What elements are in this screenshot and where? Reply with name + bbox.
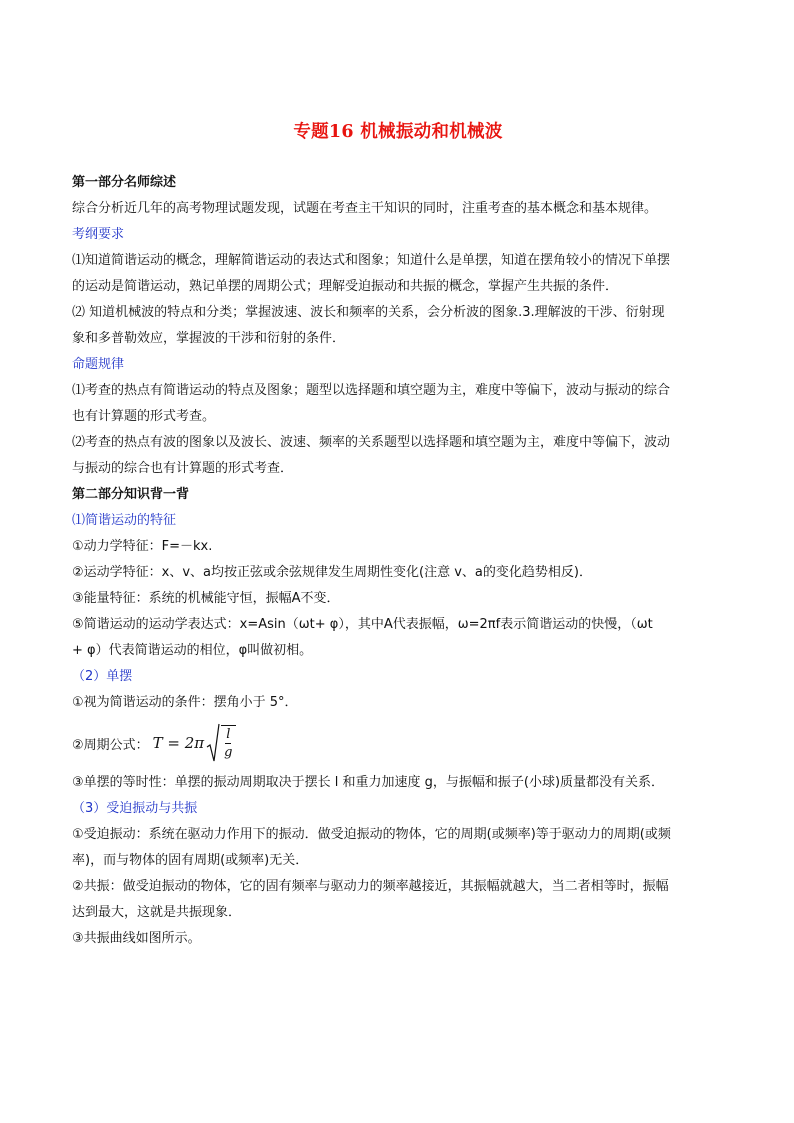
subsection-heading: 命题规律	[72, 357, 125, 372]
section-heading: 第一部分名师综述	[72, 175, 177, 190]
text-line: ①受迫振动：系统在驱动力作用下的振动．做受迫振动的物体，它的周期(或频率)等于驱动力的周期(或频	[72, 827, 671, 842]
subsection-heading: 考纲要求	[72, 227, 125, 242]
text-line: ③单摆的等时性：单摆的振动周期取决于摆长 l 和重力加速度 g，与振幅和振子(小球)质量都没有关系．	[72, 775, 665, 790]
text-line: ②运动学特征：x、v、a均按正弦或余弦规律发生周期性变化(注意 v、a的变化趋势相反)．	[72, 565, 592, 580]
document-title: 专题16 机械振动和机械波	[293, 122, 503, 142]
radical-sign-icon	[206, 723, 220, 763]
formula-fraction	[221, 725, 235, 761]
text-line: ③共振曲线如图所示。	[72, 931, 201, 946]
subsection-heading: （2）单摆	[72, 669, 133, 684]
text-line: ①视为简谐运动的条件：摆角小于 5°．	[72, 695, 298, 710]
text-line: ②共振：做受迫振动的物体，它的固有频率与驱动力的频率越接近，其振幅就越大，当二者相等时，振幅	[72, 879, 669, 894]
text-line: 率)，而与物体的固有周期(或频率)无关．	[72, 853, 309, 868]
subsection-heading: （3）受迫振动与共振	[72, 801, 198, 816]
text-block-intro	[72, 170, 724, 716]
text-line: 也有计算题的形式考查。	[72, 409, 216, 424]
text-line: ⑵考查的热点有波的图象以及波长、波速、频率的关系题型以选择题和填空题为主，难度中等偏下，波动	[72, 435, 671, 450]
text-line: ①动力学特征：F=－kx.	[72, 539, 213, 554]
text-line: + φ）代表简谐运动的相位，φ叫做初相。	[72, 643, 313, 658]
text-line: 的运动是简谐运动，熟记单摆的周期公式；理解受迫振动和共振的概念，掌握产生共振的条件．	[72, 279, 619, 294]
sqrt-symbol	[206, 723, 235, 763]
text-line: ③能量特征：系统的机械能守恒，振幅A不变．	[72, 591, 340, 606]
formula-math	[153, 723, 236, 763]
formula-denominator: g	[224, 745, 233, 760]
document-page	[72, 120, 724, 952]
subsection-heading: ⑴简谐运动的特征	[72, 513, 177, 528]
text-line: ⑵ 知道机械波的特点和分类；掌握波速、波长和频率的关系，会分析波的图象.3.理解波的干涉、衍射现	[72, 305, 665, 320]
text-block-pendulum	[72, 770, 724, 952]
section-heading: 第二部分知识背一背	[72, 487, 190, 502]
period-formula	[72, 716, 724, 770]
text-line: 象和多普勒效应，掌握波的干涉和衍射的条件．	[72, 331, 346, 346]
formula-label: ②周期公式：	[72, 737, 149, 753]
formula-lhs: T = 2π	[152, 734, 205, 752]
formula-numerator: l	[226, 727, 231, 742]
text-line: 达到最大，这就是共振现象．	[72, 905, 242, 920]
text-line: ⑴知道简谐运动的概念，理解简谐运动的表达式和图象；知道什么是单摆，知道在摆角较小的情况下单摆	[72, 253, 671, 268]
text-line: 与振动的综合也有计算题的形式考查．	[72, 461, 294, 476]
text-line: ⑴考查的热点有简谐运动的特点及图象；题型以选择题和填空题为主，难度中等偏下，波动与振动的综合	[72, 383, 671, 398]
text-line: 综合分析近几年的高考物理试题发现，试题在考查主干知识的同时，注重考查的基本概念和基本规律。	[72, 201, 658, 216]
text-line: ⑤简谐运动的运动学表达式：x=Asin（ωt+ φ），其中A代表振幅，ω=2πf表示简谐运动的快慢，（ωt	[72, 617, 653, 632]
